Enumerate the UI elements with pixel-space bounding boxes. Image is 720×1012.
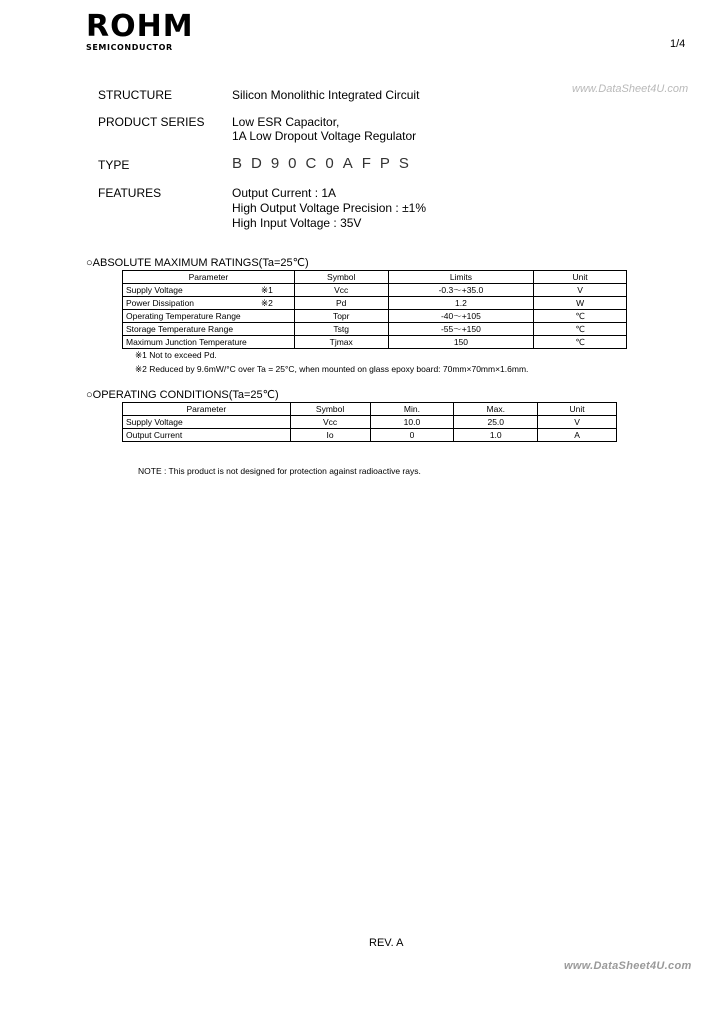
footnote: ※2 Reduced by 9.6mW/°C over Ta = 25°C, when mounted on glass epoxy board: 70mm×70mm×1.6mm. xyxy=(135,364,529,374)
structure-value: Silicon Monolithic Integrated Circuit xyxy=(232,88,420,102)
radiation-note: NOTE : This product is not designed for protection against radioactive rays. xyxy=(138,466,421,476)
limits-cell: -0.3～+35.0 xyxy=(388,284,534,297)
min-cell: 10.0 xyxy=(370,416,454,429)
header-cell: Parameter xyxy=(123,271,295,284)
table-row xyxy=(123,323,627,336)
note-mark: ※1 xyxy=(260,285,273,295)
structure-label: STRUCTURE xyxy=(98,88,172,102)
abs-max-table xyxy=(122,270,627,349)
limits-cell: 150 xyxy=(388,336,534,349)
limits-cell: -40～+105 xyxy=(388,310,534,323)
type-value: BD90C0AFPS xyxy=(232,155,418,172)
symbol-cell: Topr xyxy=(294,310,388,323)
unit-cell: ℃ xyxy=(534,310,627,323)
header-cell: Symbol xyxy=(294,271,388,284)
table-row xyxy=(123,429,617,442)
param-cell: Maximum Junction Temperature xyxy=(123,336,295,349)
param-cell: Storage Temperature Range xyxy=(123,323,295,336)
limits-cell: -55～+150 xyxy=(388,323,534,336)
max-cell: 1.0 xyxy=(454,429,538,442)
table-row xyxy=(123,297,627,310)
series-value-1: Low ESR Capacitor, xyxy=(232,115,340,129)
operating-table xyxy=(122,402,617,442)
table-row xyxy=(123,336,627,349)
param-cell xyxy=(123,297,295,310)
symbol-cell: Tstg xyxy=(294,323,388,336)
symbol-cell: Vcc xyxy=(290,416,370,429)
symbol-cell: Io xyxy=(290,429,370,442)
table-row xyxy=(123,416,617,429)
max-cell: 25.0 xyxy=(454,416,538,429)
table-header-row xyxy=(123,403,617,416)
feature-item: Output Current : 1A xyxy=(232,186,337,200)
unit-cell: W xyxy=(534,297,627,310)
footnote: ※1 Not to exceed Pd. xyxy=(135,350,217,360)
logo-text: ROHM xyxy=(86,9,194,44)
symbol-cell: Pd xyxy=(294,297,388,310)
param-name: Supply Voltage xyxy=(126,285,183,295)
header-cell: Symbol xyxy=(290,403,370,416)
header-cell: Unit xyxy=(534,271,627,284)
limits-cell: 1.2 xyxy=(388,297,534,310)
features-label: FEATURES xyxy=(98,186,162,200)
table-header-row xyxy=(123,271,627,284)
unit-cell: V xyxy=(538,416,617,429)
abs-max-title: ○ABSOLUTE MAXIMUM RATINGS(Ta=25℃) xyxy=(86,257,309,269)
unit-cell: A xyxy=(538,429,617,442)
param-cell: Supply Voltage xyxy=(123,416,291,429)
unit-cell: ℃ xyxy=(534,323,627,336)
symbol-cell: Vcc xyxy=(294,284,388,297)
header-cell: Min. xyxy=(370,403,454,416)
header-cell: Parameter xyxy=(123,403,291,416)
unit-cell: V xyxy=(534,284,627,297)
logo-subtitle: SEMICONDUCTOR xyxy=(86,43,173,52)
feature-item: High Output Voltage Precision : ±1% xyxy=(232,201,427,215)
param-cell: Operating Temperature Range xyxy=(123,310,295,323)
min-cell: 0 xyxy=(370,429,454,442)
watermark-top: www.DataSheet4U.com xyxy=(572,83,689,95)
note-mark: ※2 xyxy=(260,298,273,308)
header-cell: Unit xyxy=(538,403,617,416)
header-cell: Limits xyxy=(388,271,534,284)
series-label: PRODUCT SERIES xyxy=(98,115,205,129)
series-value-2: 1A Low Dropout Voltage Regulator xyxy=(232,129,417,143)
param-cell xyxy=(123,284,295,297)
type-label: TYPE xyxy=(98,158,130,172)
param-name: Power Dissipation xyxy=(126,298,195,308)
operating-title: ○OPERATING CONDITIONS(Ta=25℃) xyxy=(86,389,279,401)
symbol-cell: Tjmax xyxy=(294,336,388,349)
table-row xyxy=(123,284,627,297)
table-row xyxy=(123,310,627,323)
feature-item: High Input Voltage : 35V xyxy=(232,216,362,230)
header-cell: Max. xyxy=(454,403,538,416)
rohm-logo xyxy=(86,9,194,52)
revision-label: REV. A xyxy=(369,937,404,949)
unit-cell: ℃ xyxy=(534,336,627,349)
page-number: 1/4 xyxy=(670,38,686,50)
param-cell: Output Current xyxy=(123,429,291,442)
watermark-bottom: www.DataSheet4U.com xyxy=(564,960,692,972)
